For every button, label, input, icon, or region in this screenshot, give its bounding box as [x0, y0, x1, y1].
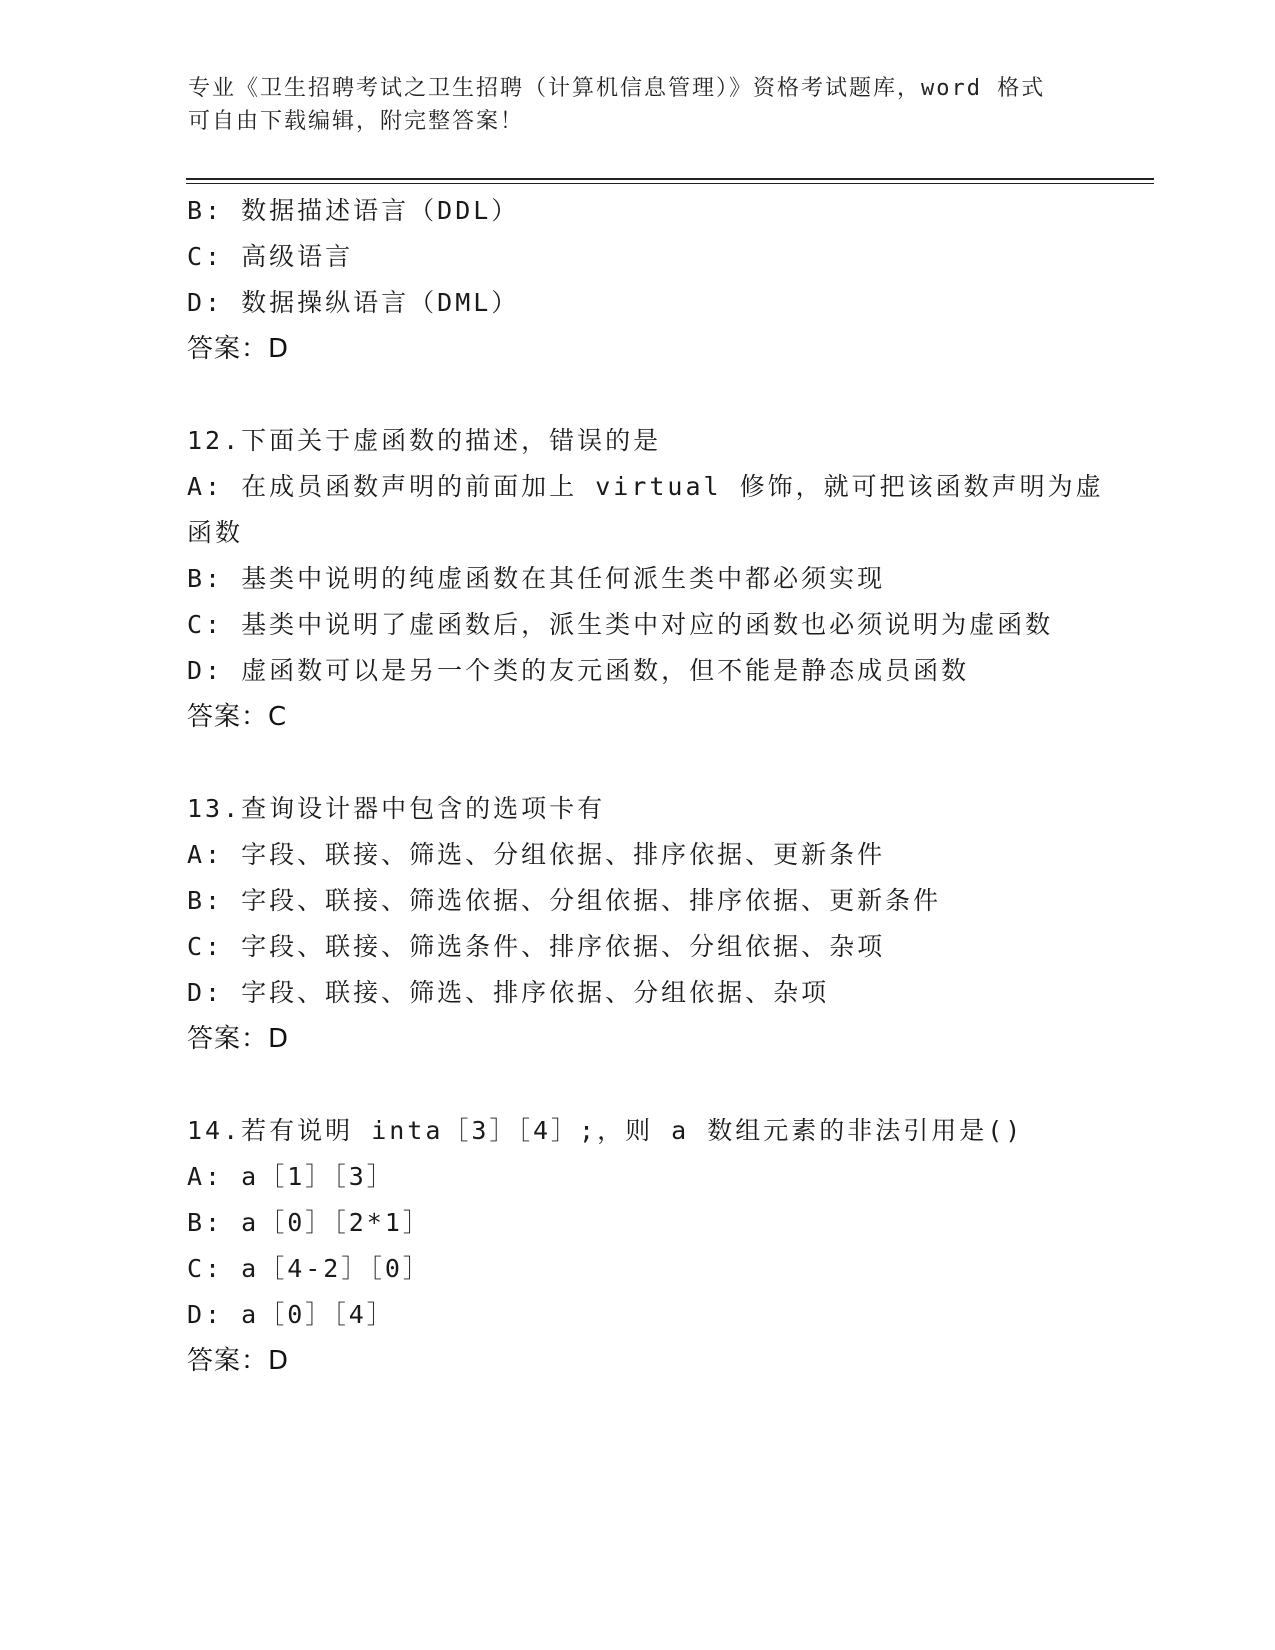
spacer	[187, 1062, 1087, 1108]
option-a: A: 字段、联接、筛选、分组依据、排序依据、更新条件	[187, 840, 886, 869]
answer: 答案：D	[187, 1024, 290, 1054]
option-d: D: a［0］［4］	[187, 1300, 395, 1329]
spacer	[187, 372, 1087, 418]
question-14	[187, 1108, 1087, 1384]
document-header	[188, 72, 1088, 138]
question-stem: 14.若有说明 inta［3］［4］;，则 a 数组元素的非法引用是()	[187, 1116, 1024, 1145]
header-divider-thin	[186, 183, 1154, 184]
option-b: B: a［0］［2*1］	[187, 1208, 431, 1237]
question-12	[187, 418, 1104, 740]
option-b: B: 数据描述语言（DDL）	[187, 196, 520, 225]
spacer	[187, 740, 1087, 786]
option-c: C: a［4-2］［0］	[187, 1254, 431, 1283]
answer: 答案：D	[187, 1346, 290, 1376]
option-d: D: 数据操纵语言（DML）	[187, 288, 520, 317]
header-divider-thick	[186, 178, 1154, 180]
option-b: B: 基类中说明的纯虚函数在其任何派生类中都必须实现	[187, 564, 886, 593]
header-line-1: 专业《卫生招聘考试之卫生招聘（计算机信息管理）》资格考试题库，word 格式	[188, 76, 1046, 101]
option-a-continued: 函数	[187, 518, 244, 547]
question-content	[187, 188, 1104, 1384]
option-a: A: a［1］［3］	[187, 1162, 395, 1191]
header-line-2: 可自由下载编辑，附完整答案！	[188, 109, 525, 134]
answer: 答案：D	[187, 334, 290, 364]
answer: 答案：C	[187, 702, 288, 732]
option-c: C: 高级语言	[187, 242, 354, 271]
question-stem: 13.查询设计器中包含的选项卡有	[187, 794, 606, 823]
question-stem: 12.下面关于虚函数的描述，错误的是	[187, 426, 662, 455]
option-c: C: 字段、联接、筛选条件、排序依据、分组依据、杂项	[187, 932, 886, 961]
question-13	[187, 786, 1087, 1062]
option-a: A: 在成员函数声明的前面加上 virtual 修饰，就可把该函数声明为虚	[187, 472, 1104, 501]
option-c: C: 基类中说明了虚函数后，派生类中对应的函数也必须说明为虚函数	[187, 610, 1054, 639]
question-11-continued	[187, 188, 1087, 372]
option-b: B: 字段、联接、筛选依据、分组依据、排序依据、更新条件	[187, 886, 942, 915]
option-d: D: 虚函数可以是另一个类的友元函数，但不能是静态成员函数	[187, 656, 970, 685]
option-d: D: 字段、联接、筛选、排序依据、分组依据、杂项	[187, 978, 830, 1007]
